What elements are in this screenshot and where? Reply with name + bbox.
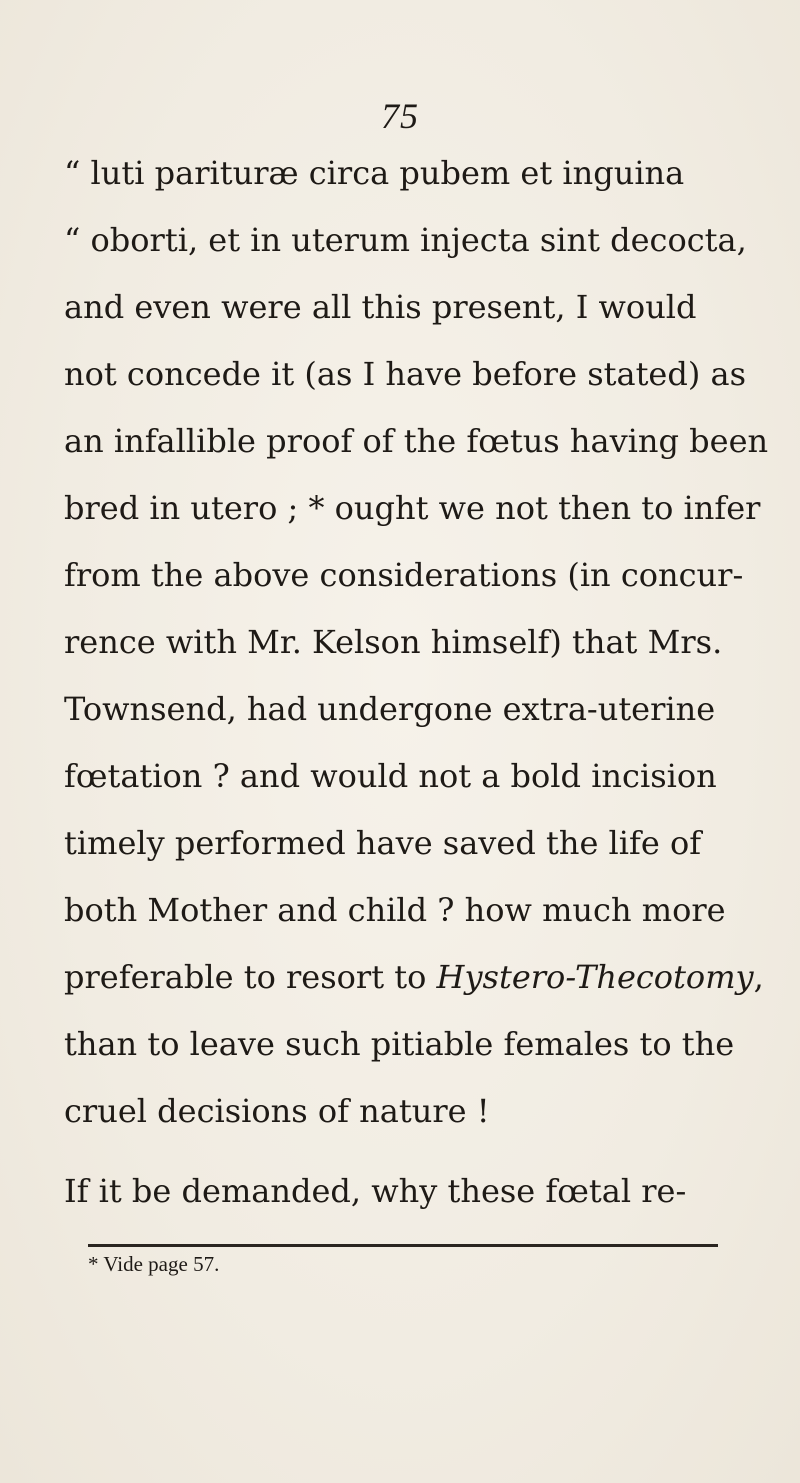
text-line-12: both Mother and child ? how much more (64, 891, 726, 929)
page-number: 75 (381, 96, 419, 136)
text-line-3: and even were all this present, I would (64, 288, 697, 326)
italic-term: Hystero-Thecotomy (436, 958, 754, 996)
footnote: * Vide page 57. (88, 1252, 220, 1276)
text-line-15: cruel decisions of nature ! (64, 1092, 490, 1130)
text-line-7: from the above considerations (in concur- (64, 556, 744, 594)
text-line-6: bred in utero ; * ought we not then to infer (64, 489, 761, 527)
text-line-4: not concede it (as I have before stated) as (64, 355, 746, 393)
text-line-8: rence with Mr. Kelson himself) that Mrs. (64, 623, 723, 661)
text-line-9: Townsend, had undergone extra-uterine (64, 690, 716, 728)
text-line-2: “ oborti, et in uterum injecta sint decocta, (64, 221, 747, 259)
text-line-13 (64, 957, 764, 997)
text-line-5: an infallible proof of the fœtus having been (64, 422, 769, 460)
text-line-13-start: preferable to resort to (64, 958, 437, 996)
text-line-11: timely performed have saved the life of (64, 824, 702, 862)
text-line-14: than to leave such pitiable females to the (64, 1025, 735, 1063)
italic-term-trailing: , (753, 958, 764, 996)
footnote-divider (88, 1244, 718, 1247)
text-line-1: “ luti parituræ circa pubem et inguina (64, 154, 685, 192)
text-line-10: fœtation ? and would not a bold incision (64, 757, 717, 795)
text-line-16: If it be demanded, why these fœtal re- (64, 1172, 687, 1210)
